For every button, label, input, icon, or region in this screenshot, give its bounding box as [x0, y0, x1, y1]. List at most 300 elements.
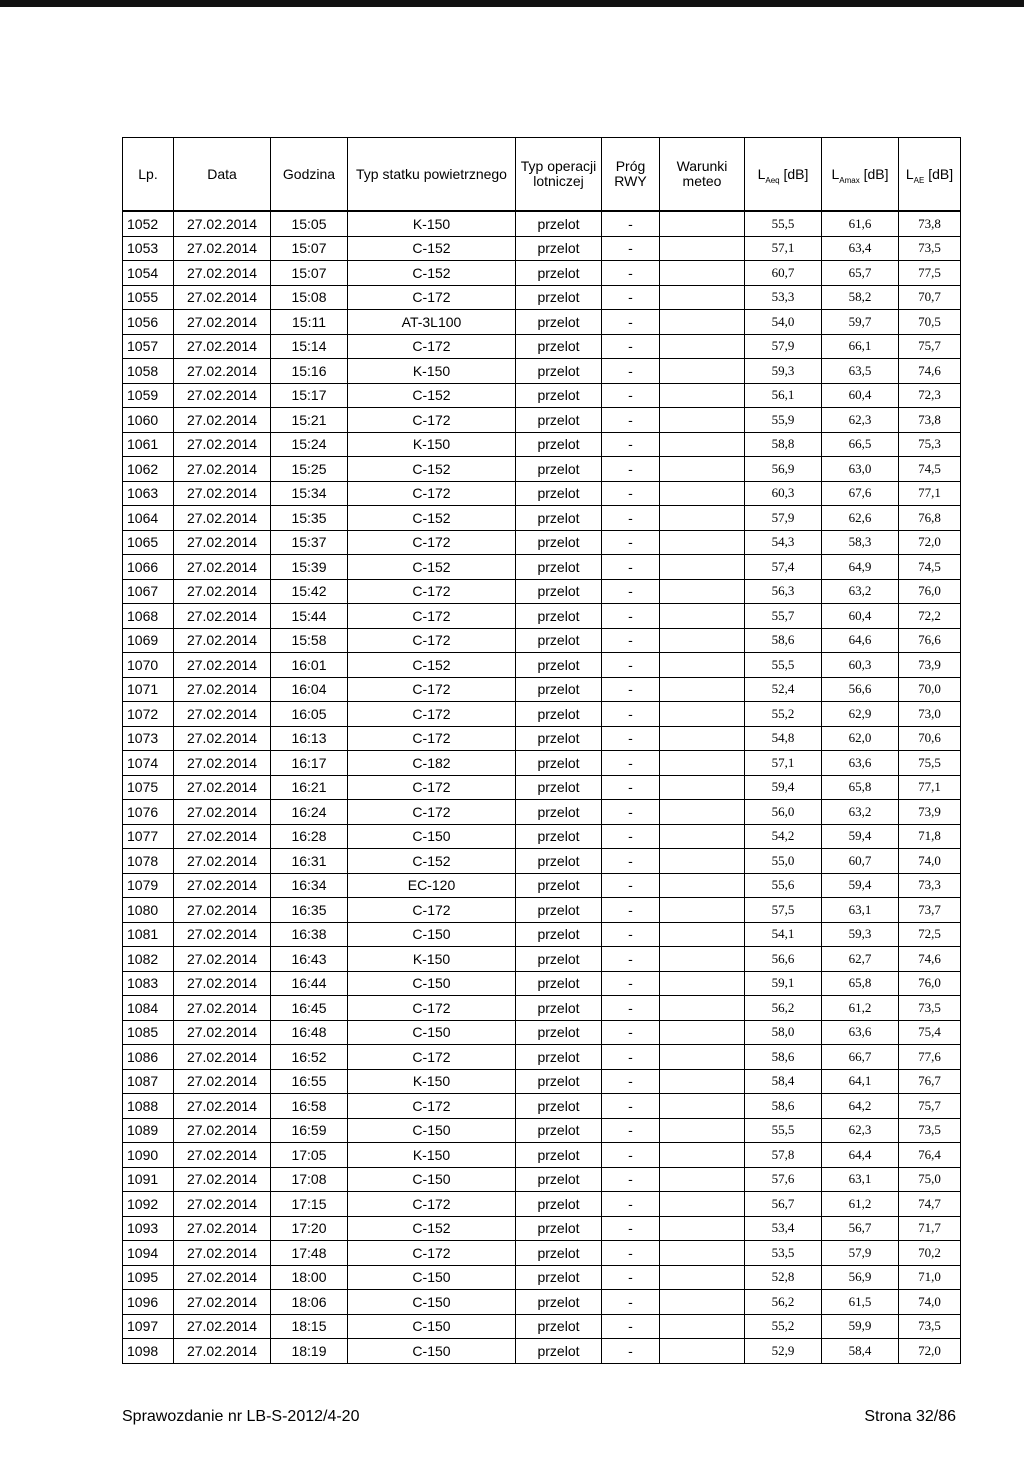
cell-lae: 74,0 — [899, 849, 961, 874]
cell-typ-operacji: przelot — [516, 1094, 602, 1119]
cell-prog-rwy: - — [602, 971, 660, 996]
cell-prog-rwy: - — [602, 1216, 660, 1241]
cell-typ-statku: C-172 — [348, 579, 516, 604]
table-row — [123, 285, 961, 310]
cell-warunki-meteo — [660, 1094, 745, 1119]
cell-warunki-meteo — [660, 1143, 745, 1168]
cell-lamax: 63,1 — [822, 1167, 899, 1192]
cell-laeq: 54,1 — [745, 922, 822, 947]
cell-typ-operacji: przelot — [516, 1118, 602, 1143]
cell-typ-statku: C-150 — [348, 1314, 516, 1339]
cell-lp: 1066 — [123, 555, 174, 580]
cell-laeq: 55,0 — [745, 849, 822, 874]
cell-warunki-meteo — [660, 1339, 745, 1364]
col-typ-statku: Typ statku powietrznego — [348, 138, 516, 212]
cell-prog-rwy: - — [602, 310, 660, 335]
cell-laeq: 57,5 — [745, 898, 822, 923]
cell-data: 27.02.2014 — [174, 1143, 271, 1168]
cell-warunki-meteo — [660, 310, 745, 335]
cell-laeq: 57,9 — [745, 334, 822, 359]
cell-laeq: 55,5 — [745, 653, 822, 678]
cell-lae: 72,0 — [899, 530, 961, 555]
cell-prog-rwy: - — [602, 1094, 660, 1119]
cell-laeq: 55,5 — [745, 1118, 822, 1143]
cell-typ-operacji: przelot — [516, 359, 602, 384]
cell-typ-statku: C-152 — [348, 849, 516, 874]
cell-laeq: 54,3 — [745, 530, 822, 555]
cell-godzina: 15:11 — [271, 310, 348, 335]
cell-typ-statku: C-172 — [348, 334, 516, 359]
cell-typ-operacji: przelot — [516, 1020, 602, 1045]
cell-prog-rwy: - — [602, 334, 660, 359]
cell-godzina: 15:05 — [271, 211, 348, 236]
cell-prog-rwy: - — [602, 579, 660, 604]
cell-lae: 76,6 — [899, 628, 961, 653]
cell-godzina: 15:24 — [271, 432, 348, 457]
cell-laeq: 52,9 — [745, 1339, 822, 1364]
cell-data: 27.02.2014 — [174, 285, 271, 310]
cell-prog-rwy: - — [602, 285, 660, 310]
cell-lamax: 60,7 — [822, 849, 899, 874]
cell-lp: 1085 — [123, 1020, 174, 1045]
cell-typ-operacji: przelot — [516, 457, 602, 482]
table-row — [123, 1314, 961, 1339]
cell-lae: 72,3 — [899, 383, 961, 408]
cell-laeq: 56,7 — [745, 1192, 822, 1217]
cell-prog-rwy: - — [602, 947, 660, 972]
cell-lp: 1080 — [123, 898, 174, 923]
cell-prog-rwy: - — [602, 898, 660, 923]
cell-typ-statku: C-172 — [348, 898, 516, 923]
cell-lamax: 59,7 — [822, 310, 899, 335]
cell-typ-operacji: przelot — [516, 824, 602, 849]
cell-data: 27.02.2014 — [174, 530, 271, 555]
cell-lamax: 62,7 — [822, 947, 899, 972]
cell-warunki-meteo — [660, 824, 745, 849]
cell-typ-operacji: przelot — [516, 1143, 602, 1168]
cell-prog-rwy: - — [602, 359, 660, 384]
cell-warunki-meteo — [660, 922, 745, 947]
cell-godzina: 16:24 — [271, 800, 348, 825]
cell-typ-operacji: przelot — [516, 1192, 602, 1217]
table-row — [123, 922, 961, 947]
cell-lp: 1088 — [123, 1094, 174, 1119]
cell-typ-operacji: przelot — [516, 1069, 602, 1094]
cell-typ-statku: C-152 — [348, 506, 516, 531]
cell-godzina: 16:13 — [271, 726, 348, 751]
cell-warunki-meteo — [660, 261, 745, 286]
cell-typ-statku: C-150 — [348, 824, 516, 849]
table-row — [123, 261, 961, 286]
cell-lp: 1082 — [123, 947, 174, 972]
cell-warunki-meteo — [660, 1167, 745, 1192]
cell-laeq: 57,1 — [745, 236, 822, 261]
table-row — [123, 359, 961, 384]
cell-laeq: 53,3 — [745, 285, 822, 310]
cell-lamax: 63,2 — [822, 800, 899, 825]
cell-data: 27.02.2014 — [174, 604, 271, 629]
cell-prog-rwy: - — [602, 261, 660, 286]
cell-lp: 1087 — [123, 1069, 174, 1094]
cell-data: 27.02.2014 — [174, 1167, 271, 1192]
cell-lamax: 62,0 — [822, 726, 899, 751]
cell-warunki-meteo — [660, 1314, 745, 1339]
cell-lp: 1069 — [123, 628, 174, 653]
cell-lp: 1077 — [123, 824, 174, 849]
cell-godzina: 17:05 — [271, 1143, 348, 1168]
cell-lae: 77,6 — [899, 1045, 961, 1070]
table-row — [123, 457, 961, 482]
cell-prog-rwy: - — [602, 1045, 660, 1070]
cell-typ-operacji: przelot — [516, 1216, 602, 1241]
cell-godzina: 16:43 — [271, 947, 348, 972]
cell-prog-rwy: - — [602, 800, 660, 825]
cell-lae: 74,5 — [899, 457, 961, 482]
cell-lamax: 65,7 — [822, 261, 899, 286]
cell-typ-operacji: przelot — [516, 922, 602, 947]
cell-laeq: 56,2 — [745, 1290, 822, 1315]
cell-lp: 1090 — [123, 1143, 174, 1168]
cell-godzina: 16:31 — [271, 849, 348, 874]
cell-lp: 1063 — [123, 481, 174, 506]
cell-lamax: 63,6 — [822, 1020, 899, 1045]
cell-lamax: 60,4 — [822, 604, 899, 629]
table-row — [123, 702, 961, 727]
cell-data: 27.02.2014 — [174, 849, 271, 874]
cell-lamax: 56,6 — [822, 677, 899, 702]
report-number: Sprawozdanie nr LB-S-2012/4-20 — [122, 1408, 360, 1425]
table-body — [123, 211, 961, 1363]
cell-typ-statku: C-172 — [348, 775, 516, 800]
cell-prog-rwy: - — [602, 1314, 660, 1339]
cell-warunki-meteo — [660, 775, 745, 800]
cell-data: 27.02.2014 — [174, 211, 271, 236]
cell-data: 27.02.2014 — [174, 555, 271, 580]
cell-typ-operacji: przelot — [516, 1314, 602, 1339]
cell-data: 27.02.2014 — [174, 922, 271, 947]
cell-typ-operacji: przelot — [516, 849, 602, 874]
cell-warunki-meteo — [660, 653, 745, 678]
cell-lp: 1079 — [123, 873, 174, 898]
cell-typ-operacji: przelot — [516, 800, 602, 825]
table-row — [123, 1265, 961, 1290]
cell-data: 27.02.2014 — [174, 506, 271, 531]
table-row — [123, 1094, 961, 1119]
cell-lamax: 61,2 — [822, 1192, 899, 1217]
cell-lp: 1068 — [123, 604, 174, 629]
cell-lamax: 63,0 — [822, 457, 899, 482]
table-row — [123, 310, 961, 335]
cell-warunki-meteo — [660, 408, 745, 433]
cell-warunki-meteo — [660, 530, 745, 555]
cell-data: 27.02.2014 — [174, 1216, 271, 1241]
cell-prog-rwy: - — [602, 211, 660, 236]
cell-typ-operacji: przelot — [516, 481, 602, 506]
cell-prog-rwy: - — [602, 824, 660, 849]
cell-lp: 1062 — [123, 457, 174, 482]
cell-godzina: 15:44 — [271, 604, 348, 629]
cell-lp: 1083 — [123, 971, 174, 996]
cell-typ-statku: C-150 — [348, 971, 516, 996]
page-number: Strona 32/86 — [864, 1408, 956, 1425]
cell-prog-rwy: - — [602, 604, 660, 629]
cell-typ-statku: K-150 — [348, 432, 516, 457]
cell-warunki-meteo — [660, 236, 745, 261]
cell-lae: 72,5 — [899, 922, 961, 947]
cell-typ-statku: EC-120 — [348, 873, 516, 898]
cell-prog-rwy: - — [602, 432, 660, 457]
table-row — [123, 873, 961, 898]
cell-typ-operacji: przelot — [516, 898, 602, 923]
cell-warunki-meteo — [660, 800, 745, 825]
cell-laeq: 53,4 — [745, 1216, 822, 1241]
cell-data: 27.02.2014 — [174, 873, 271, 898]
cell-lp: 1065 — [123, 530, 174, 555]
cell-lp: 1070 — [123, 653, 174, 678]
cell-lamax: 58,3 — [822, 530, 899, 555]
table-row — [123, 530, 961, 555]
cell-lp: 1052 — [123, 211, 174, 236]
cell-laeq: 52,8 — [745, 1265, 822, 1290]
cell-godzina: 15:07 — [271, 261, 348, 286]
table-row — [123, 947, 961, 972]
cell-lae: 75,0 — [899, 1167, 961, 1192]
cell-lp: 1061 — [123, 432, 174, 457]
cell-prog-rwy: - — [602, 383, 660, 408]
cell-godzina: 16:17 — [271, 751, 348, 776]
cell-typ-statku: K-150 — [348, 947, 516, 972]
table-row — [123, 726, 961, 751]
cell-godzina: 17:08 — [271, 1167, 348, 1192]
cell-lp: 1097 — [123, 1314, 174, 1339]
cell-typ-operacji: przelot — [516, 653, 602, 678]
cell-lae: 77,1 — [899, 775, 961, 800]
cell-data: 27.02.2014 — [174, 628, 271, 653]
cell-lamax: 60,3 — [822, 653, 899, 678]
cell-typ-operacji: przelot — [516, 211, 602, 236]
cell-lae: 76,0 — [899, 971, 961, 996]
cell-lp: 1067 — [123, 579, 174, 604]
cell-lp: 1091 — [123, 1167, 174, 1192]
cell-prog-rwy: - — [602, 1069, 660, 1094]
cell-typ-operacji: przelot — [516, 408, 602, 433]
cell-laeq: 56,0 — [745, 800, 822, 825]
table-row — [123, 481, 961, 506]
cell-data: 27.02.2014 — [174, 1118, 271, 1143]
col-data: Data — [174, 138, 271, 212]
cell-prog-rwy: - — [602, 751, 660, 776]
cell-typ-statku: C-152 — [348, 555, 516, 580]
table-row — [123, 996, 961, 1021]
cell-prog-rwy: - — [602, 677, 660, 702]
cell-typ-statku: C-150 — [348, 1118, 516, 1143]
col-warunki-meteo: Warunki meteo — [660, 138, 745, 212]
cell-data: 27.02.2014 — [174, 236, 271, 261]
cell-laeq: 58,6 — [745, 1045, 822, 1070]
cell-laeq: 57,1 — [745, 751, 822, 776]
table-row — [123, 653, 961, 678]
cell-lp: 1076 — [123, 800, 174, 825]
cell-lamax: 65,8 — [822, 775, 899, 800]
cell-laeq: 56,3 — [745, 579, 822, 604]
cell-laeq: 56,9 — [745, 457, 822, 482]
cell-laeq: 54,0 — [745, 310, 822, 335]
cell-lamax: 66,1 — [822, 334, 899, 359]
cell-lae: 70,0 — [899, 677, 961, 702]
cell-warunki-meteo — [660, 383, 745, 408]
cell-lamax: 64,2 — [822, 1094, 899, 1119]
cell-lamax: 60,4 — [822, 383, 899, 408]
table-row — [123, 555, 961, 580]
cell-typ-statku: C-172 — [348, 408, 516, 433]
cell-godzina: 15:35 — [271, 506, 348, 531]
col-typ-operacji: Typ operacji lotniczej — [516, 138, 602, 212]
cell-godzina: 15:14 — [271, 334, 348, 359]
cell-data: 27.02.2014 — [174, 1241, 271, 1266]
cell-prog-rwy: - — [602, 481, 660, 506]
cell-warunki-meteo — [660, 1241, 745, 1266]
cell-lae: 73,3 — [899, 873, 961, 898]
cell-godzina: 16:28 — [271, 824, 348, 849]
cell-lae: 75,5 — [899, 751, 961, 776]
cell-godzina: 16:21 — [271, 775, 348, 800]
cell-data: 27.02.2014 — [174, 432, 271, 457]
cell-lamax: 64,6 — [822, 628, 899, 653]
cell-godzina: 16:52 — [271, 1045, 348, 1070]
cell-laeq: 55,7 — [745, 604, 822, 629]
cell-laeq: 54,2 — [745, 824, 822, 849]
cell-godzina: 16:34 — [271, 873, 348, 898]
cell-typ-statku: C-172 — [348, 481, 516, 506]
table-row — [123, 775, 961, 800]
cell-godzina: 15:07 — [271, 236, 348, 261]
table-row — [123, 408, 961, 433]
cell-data: 27.02.2014 — [174, 334, 271, 359]
cell-warunki-meteo — [660, 1020, 745, 1045]
cell-lamax: 56,9 — [822, 1265, 899, 1290]
cell-lae: 75,7 — [899, 334, 961, 359]
cell-lae: 72,2 — [899, 604, 961, 629]
cell-lp: 1060 — [123, 408, 174, 433]
table-row — [123, 1118, 961, 1143]
cell-lae: 76,4 — [899, 1143, 961, 1168]
table-row — [123, 628, 961, 653]
cell-lae: 70,5 — [899, 310, 961, 335]
cell-laeq: 56,2 — [745, 996, 822, 1021]
cell-prog-rwy: - — [602, 849, 660, 874]
table-row — [123, 1290, 961, 1315]
cell-typ-statku: C-150 — [348, 1290, 516, 1315]
cell-typ-operacji: przelot — [516, 236, 602, 261]
cell-laeq: 60,3 — [745, 481, 822, 506]
cell-laeq: 56,6 — [745, 947, 822, 972]
cell-lae: 76,0 — [899, 579, 961, 604]
cell-warunki-meteo — [660, 898, 745, 923]
cell-typ-operacji: przelot — [516, 579, 602, 604]
cell-godzina: 16:05 — [271, 702, 348, 727]
cell-data: 27.02.2014 — [174, 1045, 271, 1070]
cell-lae: 76,7 — [899, 1069, 961, 1094]
cell-godzina: 15:25 — [271, 457, 348, 482]
cell-lae: 75,4 — [899, 1020, 961, 1045]
cell-data: 27.02.2014 — [174, 1265, 271, 1290]
cell-lp: 1058 — [123, 359, 174, 384]
cell-lp: 1073 — [123, 726, 174, 751]
cell-prog-rwy: - — [602, 1020, 660, 1045]
cell-laeq: 55,2 — [745, 702, 822, 727]
cell-lp: 1074 — [123, 751, 174, 776]
cell-prog-rwy: - — [602, 653, 660, 678]
cell-lp: 1098 — [123, 1339, 174, 1364]
cell-godzina: 16:59 — [271, 1118, 348, 1143]
cell-lp: 1086 — [123, 1045, 174, 1070]
cell-typ-statku: C-152 — [348, 1216, 516, 1241]
cell-godzina: 15:08 — [271, 285, 348, 310]
cell-lamax: 61,2 — [822, 996, 899, 1021]
cell-lp: 1089 — [123, 1118, 174, 1143]
cell-typ-operacji: przelot — [516, 996, 602, 1021]
cell-lamax: 64,9 — [822, 555, 899, 580]
cell-prog-rwy: - — [602, 555, 660, 580]
table-row — [123, 1192, 961, 1217]
cell-godzina: 15:58 — [271, 628, 348, 653]
cell-data: 27.02.2014 — [174, 481, 271, 506]
cell-lp: 1072 — [123, 702, 174, 727]
cell-lamax: 63,5 — [822, 359, 899, 384]
cell-lamax: 66,7 — [822, 1045, 899, 1070]
cell-typ-operacji: przelot — [516, 261, 602, 286]
cell-lamax: 57,9 — [822, 1241, 899, 1266]
cell-typ-operacji: przelot — [516, 677, 602, 702]
cell-data: 27.02.2014 — [174, 800, 271, 825]
table-row — [123, 604, 961, 629]
cell-data: 27.02.2014 — [174, 1339, 271, 1364]
cell-typ-statku: C-172 — [348, 800, 516, 825]
cell-typ-operacji: przelot — [516, 1045, 602, 1070]
cell-lae: 70,2 — [899, 1241, 961, 1266]
cell-typ-statku: K-150 — [348, 211, 516, 236]
col-lamax: $L_{Amax}$ [dB] — [822, 138, 899, 212]
cell-data: 27.02.2014 — [174, 996, 271, 1021]
cell-lae: 73,7 — [899, 898, 961, 923]
cell-lamax: 62,6 — [822, 506, 899, 531]
cell-data: 27.02.2014 — [174, 1094, 271, 1119]
cell-lae: 74,0 — [899, 1290, 961, 1315]
cell-warunki-meteo — [660, 1290, 745, 1315]
cell-warunki-meteo — [660, 726, 745, 751]
cell-data: 27.02.2014 — [174, 1020, 271, 1045]
cell-typ-statku: C-172 — [348, 726, 516, 751]
cell-typ-operacji: przelot — [516, 383, 602, 408]
cell-godzina: 18:00 — [271, 1265, 348, 1290]
cell-data: 27.02.2014 — [174, 653, 271, 678]
cell-warunki-meteo — [660, 359, 745, 384]
cell-typ-statku: C-172 — [348, 1241, 516, 1266]
table-row — [123, 898, 961, 923]
cell-lamax: 62,3 — [822, 1118, 899, 1143]
cell-laeq: 58,6 — [745, 628, 822, 653]
cell-typ-statku: C-172 — [348, 702, 516, 727]
table-row — [123, 1339, 961, 1364]
cell-godzina: 15:37 — [271, 530, 348, 555]
cell-prog-rwy: - — [602, 1241, 660, 1266]
cell-data: 27.02.2014 — [174, 457, 271, 482]
cell-prog-rwy: - — [602, 457, 660, 482]
cell-typ-operacji: przelot — [516, 971, 602, 996]
cell-prog-rwy: - — [602, 873, 660, 898]
cell-godzina: 18:06 — [271, 1290, 348, 1315]
cell-warunki-meteo — [660, 481, 745, 506]
